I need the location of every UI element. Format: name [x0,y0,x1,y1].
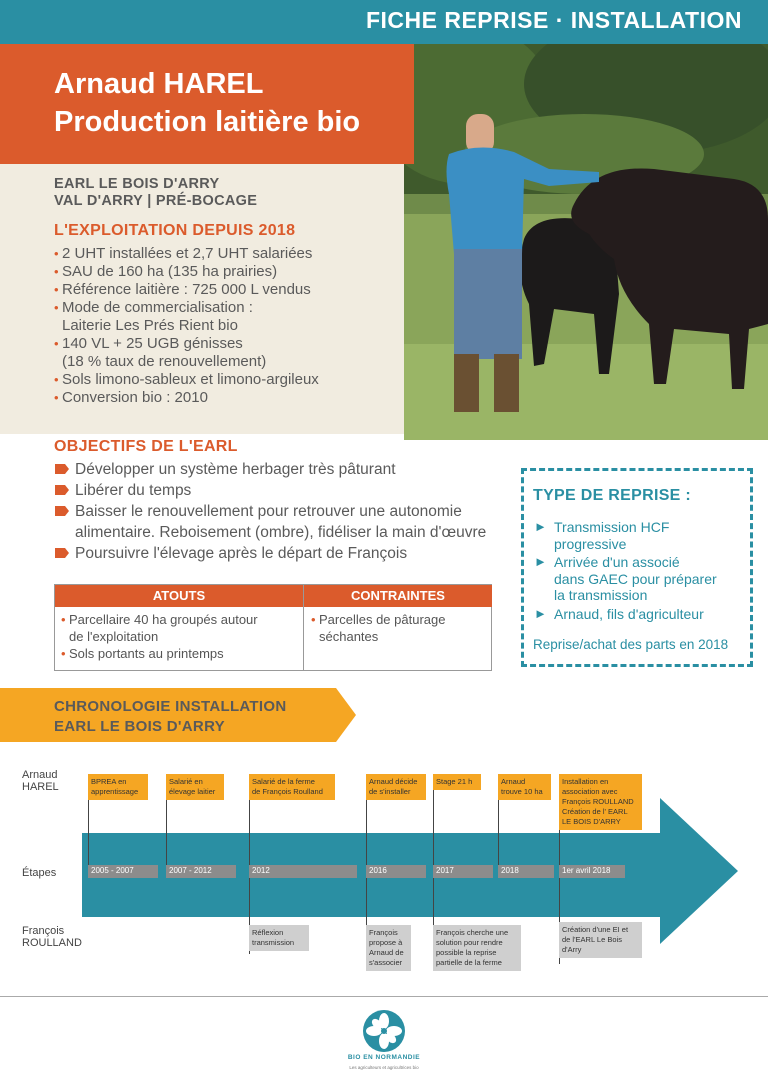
table-item: • Parcelles de pâturage [311,611,489,628]
date-label: 1er avril 2018 [559,865,625,878]
farmer-name: Arnaud HAREL [54,68,264,100]
objective-text: Développer un système herbager très pâturant [75,461,396,478]
chronologie-title-line2: EARL LE BOIS D'ARRY [54,718,225,735]
list-item-continuation: la transmission [554,587,648,603]
list-item-continuation: dans GAEC pour préparer [554,570,717,587]
arnaud-event [88,774,148,800]
event-line: Création de l' EARL [562,807,628,816]
arrow-icon [54,547,70,559]
list-item: • Mode de commercialisation : [54,299,319,317]
row-label-line: François [22,925,65,937]
earl-location: VAL D'ARRY | PRÉ-BOCAGE [54,193,258,209]
francois-event [249,925,309,951]
row-label-francois [22,925,82,949]
event-line: possible la reprise [436,948,497,957]
event-line: propose à [369,938,403,947]
reprise-text: Arnaud, fils d'agriculteur [554,605,704,622]
list-item [534,554,749,571]
list-item-continuation: Laiterie Les Prés Rient bio [62,317,238,334]
objective-text: Baisser le renouvellement pour retrouver une autonomie [75,503,462,520]
list-item: • Sols limono-sableux et limono-argileux [54,371,319,389]
list-item [54,480,486,501]
event-line: trouve 10 ha [501,787,543,796]
event-line: apprentissage [91,787,139,796]
header-title: FICHE REPRISE · INSTALLATION [365,7,742,33]
event-line: Stage 21 h [436,777,473,786]
contraintes-cell [311,611,489,645]
chronologie-title-line1: CHRONOLOGIE INSTALLATION [54,698,287,715]
table-item: • Parcellaire 40 ha groupés autour [61,611,297,628]
bio-en-normandie-logo [340,1007,428,1081]
row-label-line: ROULLAND [22,937,82,949]
francois-event [433,925,521,971]
farmer-photo [404,44,768,440]
contraintes-header: CONTRAINTES [304,585,492,607]
event-line: Arnaud décide [369,777,418,786]
logo-title: BIO EN NORMANDIE [347,1054,421,1061]
exploitation-title: L'EXPLOITATION DEPUIS 2018 [54,222,296,239]
date-label: 2018 [498,865,554,878]
list-item-continuation: progressive [554,535,627,552]
table-item: • Sols portants au printemps [61,645,297,662]
arnaud-event [498,774,551,800]
earl-name: EARL LE BOIS D'ARRY [54,176,220,192]
event-line: solution pour rendre [436,938,503,947]
list-item: • Conversion bio : 2010 [54,389,319,407]
event-line: d'Arry [562,945,582,954]
reprise-title: TYPE DE REPRISE : [533,487,692,504]
event-line: François [369,928,398,937]
event-line: s'associer [369,958,403,967]
arrow-icon [54,505,70,517]
event-line: transmission [252,938,295,947]
event-line: élevage laitier [169,787,216,796]
date-label: 2017 [433,865,493,878]
francois-event [559,922,642,958]
chronologie-banner [0,688,358,742]
exploitation-list [54,245,319,407]
row-label-arnaud [22,769,59,793]
event-line: BPREA en [91,777,127,786]
event-line: Réflexion [252,928,284,937]
arrow-icon [54,484,70,496]
list-item: • 2 UHT installées et 2,7 UHT salariées [54,245,319,263]
table-item-continuation: séchantes [319,629,379,644]
event-line: Installation en [562,777,609,786]
event-line: de l'EARL Le Bois [562,935,622,944]
arnaud-event [559,774,642,830]
objectifs-list [54,459,486,564]
list-item [534,519,749,536]
reprise-box [521,468,753,667]
arnaud-event [366,774,426,800]
event-line: Arnaud de [369,948,404,957]
objective-text: Poursuivre l'élevage après le départ de François [75,545,408,562]
event-line: de s'installer [369,787,411,796]
play-icon: ► [534,554,547,569]
timeline [0,760,768,980]
table-divider [303,585,304,671]
flower-icon [340,1007,428,1053]
list-item: • SAU de 160 ha (135 ha prairies) [54,263,319,281]
date-label: 2016 [366,865,426,878]
list-item [534,606,749,623]
table-item-continuation: de l'exploitation [69,629,159,644]
row-label-line: HAREL [22,781,59,793]
reprise-text: Transmission HCF [554,519,670,535]
play-icon: ► [534,605,547,621]
list-item: • 140 VL + 25 UGB génisses [54,335,319,353]
list-item-continuation: (18 % taux de renouvellement) [62,353,267,370]
objective-continuation: alimentaire. Reboisement (ombre), fidéliser la main d'œuvre [75,524,487,541]
list-item [54,543,486,564]
logo-subtitle: Les agriculteurs et agricultrices bio [349,1065,419,1070]
event-line: François ROULLAND [562,797,634,806]
footer-divider [0,996,768,997]
objective-text: Libérer du temps [75,482,192,499]
row-label-etapes: Étapes [22,867,57,879]
date-label: 2005 - 2007 [88,865,158,878]
date-label: 2012 [249,865,357,878]
event-line: Salarié de la ferme [252,777,315,786]
arnaud-event [433,774,481,790]
reprise-list [534,519,749,622]
event-line: association avec [562,787,618,796]
list-item [54,501,486,522]
event-line: François cherche une [436,928,509,937]
event-line: de François Roulland [252,787,323,796]
name-banner [0,44,414,164]
event-line: partielle de la ferme [436,958,502,967]
reprise-text: Arrivée d'un associé [554,554,680,570]
date-label: 2007 - 2012 [166,865,236,878]
arnaud-event [249,774,335,800]
atouts-header: ATOUTS [55,585,303,607]
play-icon: ► [534,519,547,534]
arrow-icon [54,463,70,475]
objectifs-title: OBJECTIFS DE L'EARL [54,438,238,455]
reprise-footer: Reprise/achat des parts en 2018 [533,637,729,652]
event-line: LE BOIS D'ARRY [562,817,621,826]
francois-event [366,925,411,971]
row-label-line: Arnaud [22,769,58,781]
atouts-contraintes-table [54,584,492,671]
list-item [54,459,486,480]
event-line: Salarié en [169,777,203,786]
header-bar [0,0,768,44]
event-line: Arnaud [501,777,526,786]
event-line: Création d'une EI et [562,925,629,934]
arnaud-event [166,774,224,800]
production-type: Production laitière bio [54,106,361,138]
list-item: • Référence laitière : 725 000 L vendus [54,281,319,299]
atouts-cell [61,611,297,662]
